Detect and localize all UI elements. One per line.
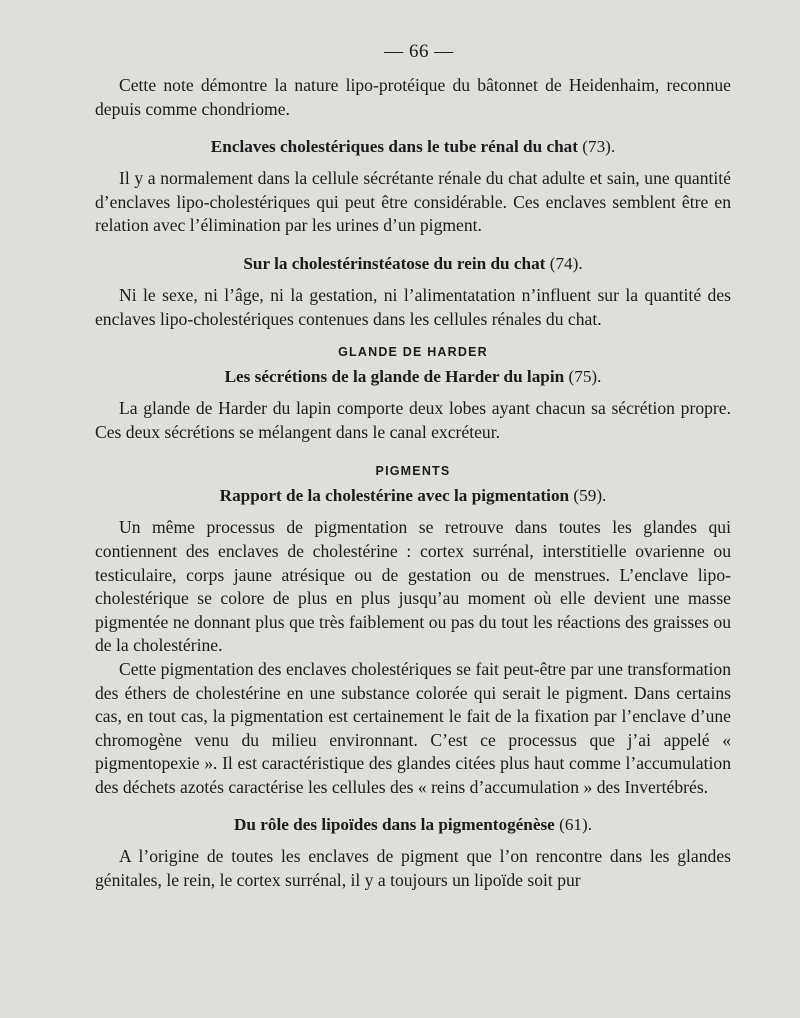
- paragraph-heidenhaim: Cette note démontre la nature lipo-protéique du bâtonnet de Heidenhaim, reconnue depuis comme chondriome.: [95, 75, 731, 119]
- heading-enclaves-cholesteriques: [95, 135, 731, 159]
- section-title-glande-de-harder: GLANDE DE HARDER: [338, 345, 488, 360]
- heading-text: Rapport de la cholestérine avec la pigmentation: [219, 486, 570, 506]
- heading-text: Du rôle des lipoïdes dans la pigmentogénèse: [233, 815, 555, 835]
- page-content: [95, 38, 731, 893]
- section-title-pigments: PIGMENTS: [375, 464, 451, 479]
- heading-reference: (61).: [559, 815, 593, 835]
- heading-text: Les sécrétions de la glande de Harder du lapin: [224, 367, 565, 387]
- paragraph-glande-harder: La glande de Harder du lapin comporte deux lobes ayant chacun sa sécrétion propre. Ces deux sécrétions se mélangent dans le canal excréteur.: [95, 398, 731, 442]
- paragraph-pigmentopexie: Cette pigmentation des enclaves cholestériques se fait peut-être par une transformation des éthers de cholestérine en une substance colorée qui serait le pigment. Dans certains cas, en tout cas, la pigmentation est certainement le fait de la fixation par l’enclave d’une chromogène venu du milieu environnant. C’est ce processus que j’ai appelé « pigmentopexie ». Il est caractéristique des glandes citées plus haut comme l’accumulation des déchets azotés caractérise les cellules des « reins d’accumulation » des Invertébrés.: [95, 658, 731, 797]
- heading-reference: (75).: [568, 367, 602, 387]
- heading-secretions-harder: [95, 365, 731, 389]
- heading-reference: (74).: [549, 253, 583, 273]
- heading-text: Sur la cholestérinstéatose du rein du chat: [243, 253, 546, 273]
- heading-text: Enclaves cholestériques dans le tube rénal du chat: [210, 137, 578, 157]
- paragraph-origine-enclaves: A l’origine de toutes les enclaves de pigment que l’on rencontre dans les glandes génitales, le rein, le cortex surrénal, il y a toujours un lipoïde soit pur: [95, 846, 731, 891]
- page-number: — 66 —: [384, 41, 454, 62]
- paragraph-cholesterinsteatose: Ni le sexe, ni l’âge, ni la gestation, ni l’alimentatation n’influent sur la quantité des enclaves lipo-cholestériques contenues dans les cellules rénales du chat.: [95, 284, 731, 329]
- paragraph-processus-pigmentation: Un même processus de pigmentation se retrouve dans toutes les glandes qui contiennent des enclaves de cholestérine : cortex surrénal, interstitielle ovarienne ou testiculaire, corps jaune atrésique ou de gestation ou de menstrues. L’enclave lipo-cholestérique se colore de plus en plus jusqu’au moment où elle devient une masse pigmentée ne donnant plus que très faiblement ou pas du tout les réactions des graisses ou de la cholestérine.: [95, 517, 731, 656]
- heading-rapport-cholesterine: [95, 484, 731, 508]
- heading-cholesterinsteatose: [95, 252, 731, 276]
- paragraph-tube-renal: Il y a normalement dans la cellule sécrétante rénale du chat adulte et sain, une quantité d’enclaves lipo-cholestériques qui peut être considérable. Ces enclaves semblent être en relation avec l’élimination par les urines d’un pigment.: [95, 168, 731, 236]
- heading-reference: (59).: [573, 486, 607, 506]
- heading-reference: (73).: [582, 137, 616, 157]
- heading-role-lipoides: [95, 813, 731, 837]
